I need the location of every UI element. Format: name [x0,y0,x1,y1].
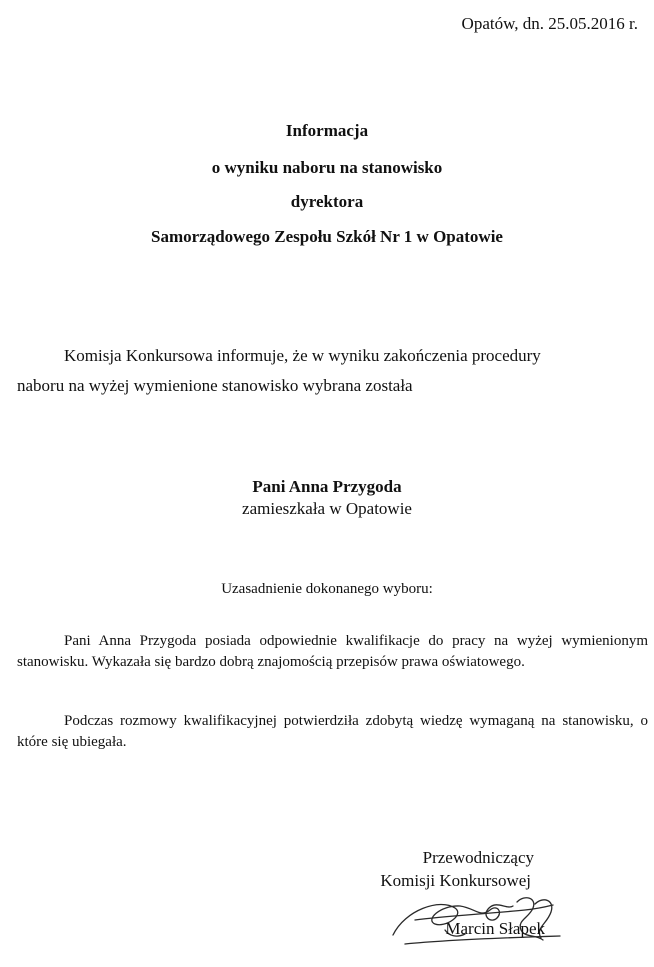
intro-line1: Komisja Konkursowa informuje, że w wyniku zakończenia procedury [64,346,541,365]
document-title: Informacja [285,121,369,140]
intro-paragraph [17,341,635,401]
selected-candidate-residence: zamieszkała w Opatowie [242,499,412,518]
signatory-name: Marcin Słapek [445,919,545,938]
signatory-role-line2: Komisji Konkursowej [380,871,531,890]
document-subtitle-line1: o wyniku naboru na stanowisko [211,158,443,177]
document-subtitle-line3: Samorządowego Zespołu Szkół Nr 1 w Opatowie [151,227,503,246]
place-date: Opatów, dn. 25.05.2016 r. [461,14,638,33]
justification-text-1: Pani Anna Przygoda posiada odpowiednie kwalifikacje do pracy na wyżej wymienionym stanowisku. Wykazała się bardzo dobrą znajomością przepisów prawa oświatowego. [17,633,648,670]
justification-text-2: Podczas rozmowy kwalifikacyjnej potwierdziła zdobytą wiedzę wymaganą na stanowisku, o które się ubiegała. [17,713,648,750]
justification-heading: Uzasadnienie dokonanego wyboru: [221,581,433,597]
intro-line2: naboru na wyżej wymienione stanowisko wybrana została [17,376,413,395]
justification-paragraph-2 [17,711,648,753]
selected-candidate-name: Pani Anna Przygoda [252,477,402,496]
justification-paragraph-1 [17,631,648,673]
document-subtitle-line2: dyrektora [290,192,364,211]
signatory-role-line1: Przewodniczący [422,848,534,867]
